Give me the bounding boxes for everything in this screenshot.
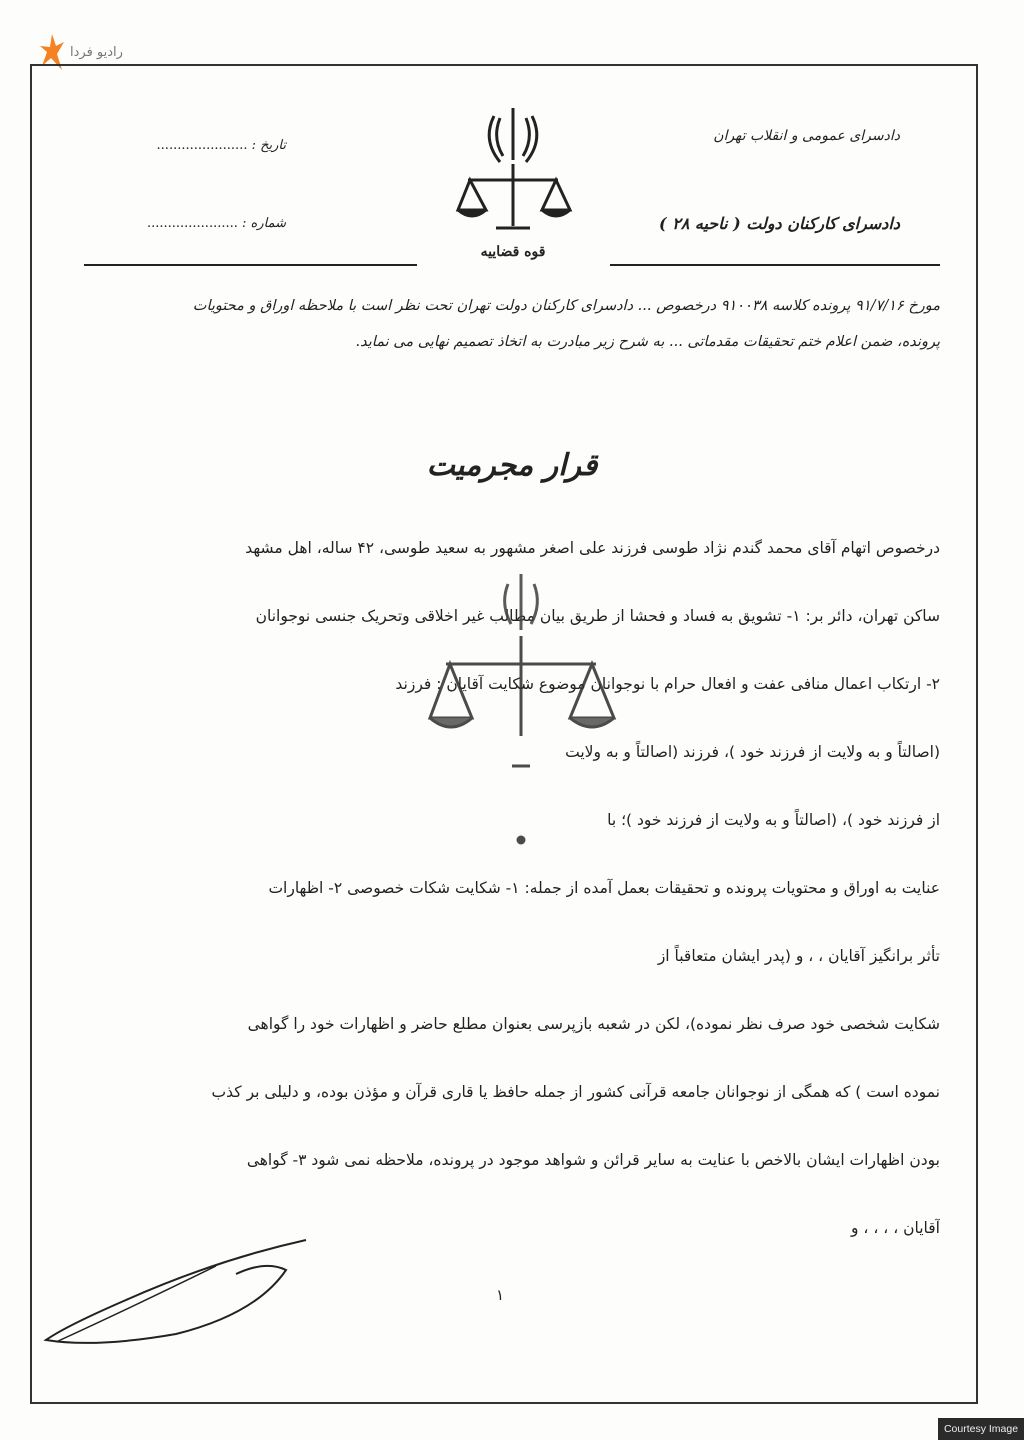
- court-seal-stamp: [416, 560, 626, 850]
- body-line: ۲- ارتکاب اعمال منافی عفت و افعال حرام با نوجوانان موضوع شکایت آقایان : فرزند: [395, 675, 940, 693]
- body-line: آقایان ، ، ، ، و: [851, 1219, 940, 1237]
- seal-scales-icon: [430, 636, 614, 843]
- body-line: ساکن تهران، دائر بر: ۱- تشویق به فساد و فحشا از طریق بیان مطالب غیر اخلاقی وتحریک جنسی نوجوانان: [255, 607, 940, 625]
- header-rule-left: [84, 264, 417, 266]
- number-value: ......................: [146, 216, 238, 231]
- preamble-line-2: پرونده، ضمن اعلام ختم تحقیقات مقدماتی ... به شرح زیر مبادرت به اتخاذ تصمیم نهایی می نماید.: [355, 334, 940, 350]
- org-line-1: دادسرای عمومی و انقلاب تهران: [713, 128, 900, 144]
- body-line: (اصالتاً و به ولایت از فرزند خود )، فرزند (اصالتاً و به ولایت: [565, 743, 940, 761]
- body-line: تأثر برانگیز آقایان ، ، و (پدر ایشان متعاقباً از: [657, 947, 940, 965]
- seal-emblem-icon: [505, 574, 538, 630]
- date-field: [86, 138, 286, 153]
- preamble: [80, 288, 940, 360]
- body-line: شکایت شخصی خود صرف نظر نموده)، لکن در شعبه بازپرسی بعنوان مطلع حاضر و اظهارات خود را گواهی: [247, 1015, 940, 1033]
- body-line: نموده است ) که همگی از نوجوانان جامعه قرآنی کشور از جمله حافظ یا قاری قرآن و مؤذن بوده، و دلیلی بر کذب: [211, 1083, 940, 1101]
- date-label: تاریخ :: [251, 138, 286, 153]
- body-line: عنایت به اوراق و محتویات پرونده و تحقیقات بعمل آمده از جمله: ۱- شکایت شکات خصوصی ۲- اظهارات: [268, 879, 940, 897]
- date-value: ......................: [156, 138, 248, 153]
- body-line: از فرزند خود )، (اصالتاً و به ولایت از فرزند خود )؛ با: [607, 811, 940, 829]
- iran-emblem-icon: [489, 108, 537, 162]
- header-rule-right: [610, 264, 940, 266]
- body-line: بودن اظهارات ایشان بالاخص با عنایت به سایر قرائن و شواهد موجود در پرونده، ملاحظه نمی شود ۳- گواهی: [246, 1151, 940, 1169]
- page-number: ۱: [496, 1286, 505, 1304]
- number-field: [86, 216, 286, 231]
- radio-farda-brand: رادیو فردا: [70, 44, 123, 60]
- number-label: شماره :: [242, 216, 286, 231]
- body-line: درخصوص اتهام آقای محمد گندم نژاد طوسی فرزند علی اصغر مشهور به سعید طوسی، ۴۲ ساله، اهل مشهد: [245, 539, 940, 557]
- handwritten-signature: [36, 1230, 326, 1350]
- org-line-2: دادسرای کارکنان دولت ( ناحیه ۲۸ ): [659, 214, 900, 233]
- preamble-line-1: مورخ ۹۱/۷/۱۶ پرونده کلاسه ۹۱۰۰۳۸ درخصوص ... دادسرای کارکنان دولت تهران تحت نظر است با ملاحظه اوراق و محتویات: [192, 298, 940, 314]
- emblem-caption: قوه قضاییه: [480, 244, 546, 260]
- judiciary-emblem: [448, 98, 578, 268]
- image-credit: Courtesy Image: [938, 1418, 1024, 1440]
- scales-of-justice-icon: [458, 164, 570, 228]
- document-title: قرار مجرمیت: [426, 448, 598, 483]
